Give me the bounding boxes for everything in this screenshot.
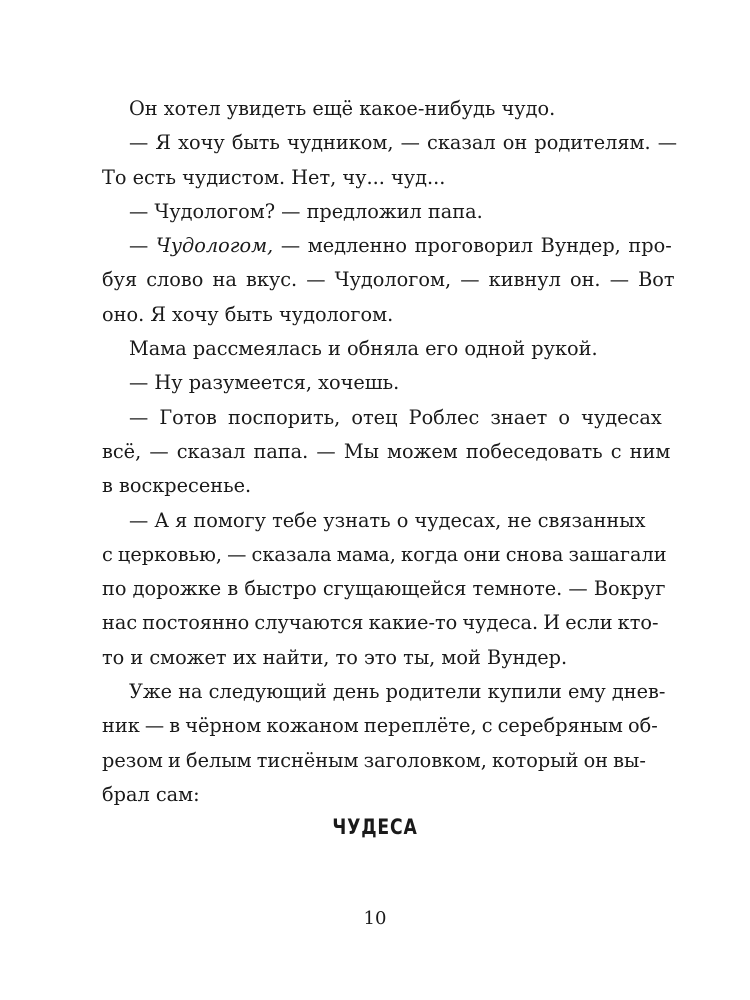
text-line: по дорожке в быстро сгущающейся темноте. — Вокруг [102,577,666,601]
text-line: — Чудологом? — предложил папа. [129,199,483,223]
text-line: ник — в чёрном кожаном переплёте, с серебряным об- [102,714,658,738]
text-line: — А я помогу тебе узнать о чудесах, не связанных [129,508,646,532]
text-line: То есть чудистом. Нет, чу... чуд... [102,165,446,189]
line-prefix: — [129,234,156,258]
text-line: всё, — сказал папа. — Мы можем побеседовать с ним [102,439,671,463]
text-line: брал сам: [102,782,200,806]
text-line: — Готов поспорить, отец Роблес знает о чудесах [129,405,662,429]
text-line: — Ну разумеется, хочешь. [129,371,400,395]
text-line: резом и белым тиснёным заголовком, который он вы- [102,748,646,772]
text-line: Уже на следующий день родители купили ему днев- [129,680,666,704]
body-text [102,92,678,812]
book-page-text [102,92,678,812]
text-line [129,229,672,263]
text-line: то и сможет их найти, то это ты, мой Вундер. [102,645,568,669]
text-line: нас постоянно случаются какие-то чудеса. И если кто- [102,611,659,635]
page-number: 10 [363,908,387,929]
text-line: в воскресенье. [102,474,252,498]
text-line: оно. Я хочу быть чудологом. [102,302,394,326]
text-line: с церковью, — сказала мама, когда они снова зашагали [102,542,667,566]
diary-heading: ЧУДЕСА [332,815,418,839]
line-rest: — медленно проговорил Вундер, про- [273,234,672,258]
text-line: буя слово на вкус. — Чудологом, — кивнул он. — Вот [102,268,675,292]
italic-word: Чудологом, [155,234,274,258]
text-line: — Я хочу быть чудником, — сказал он родителям. — [129,131,678,155]
text-line: Он хотел увидеть ещё какое-нибудь чудо. [129,97,556,120]
text-line: Мама рассмеялась и обняла его одной рукой. [129,337,598,361]
